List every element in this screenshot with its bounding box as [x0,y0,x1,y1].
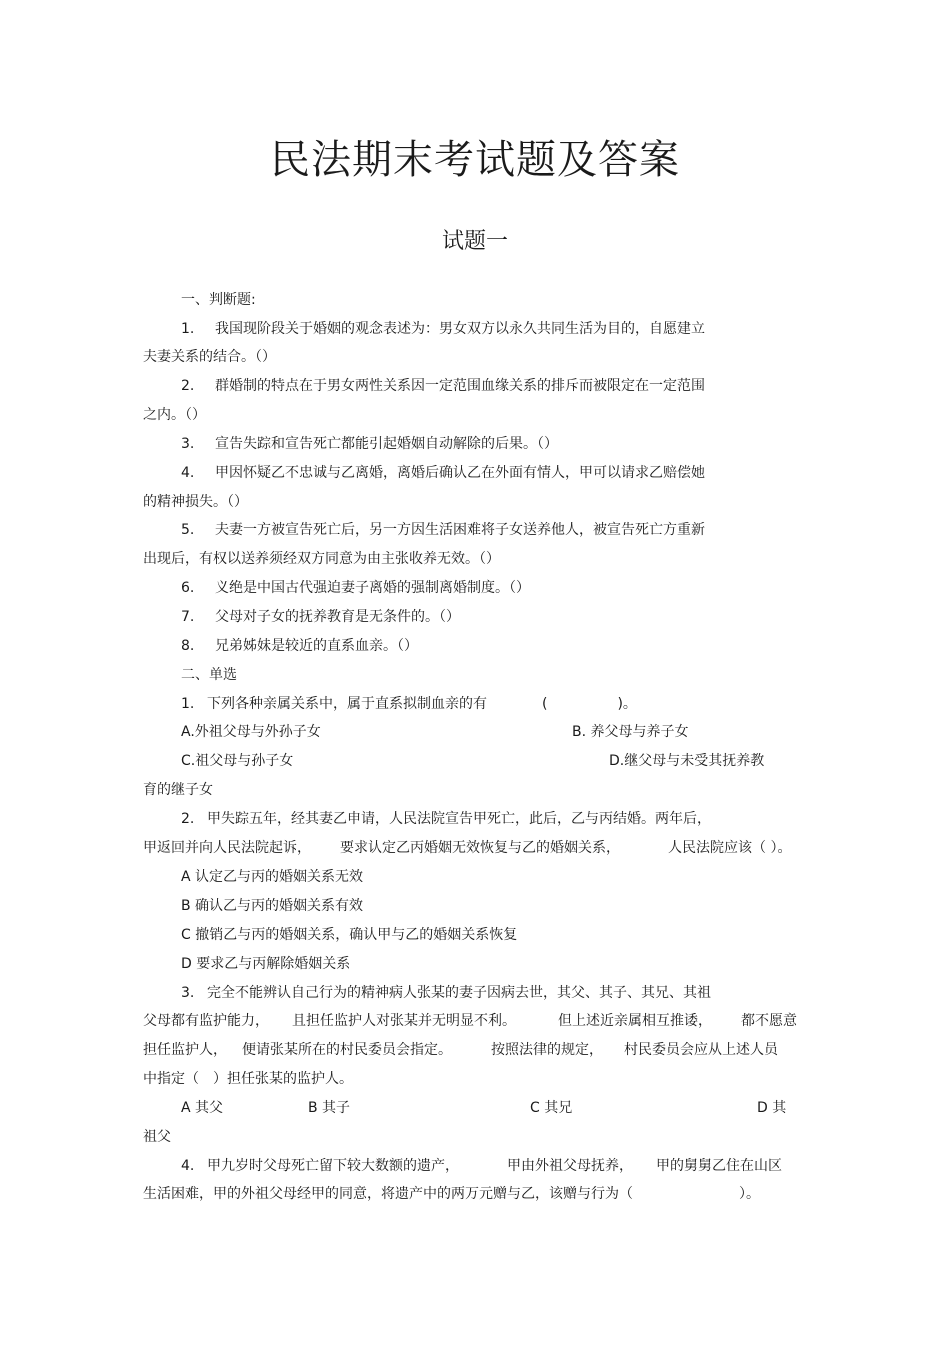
mc-q3-option-c: C 其兄 [530,1100,573,1116]
mc-question-4: 4. 甲九岁时父母死亡留下较大数额的遗产， [181,1158,459,1174]
mc-question-3-line3d: 村民委员会应从上述人员 [624,1042,778,1058]
mc-question-4-line2b: ）。 [739,1186,760,1202]
mc-q1-option-c: C.祖父母与孙子女 [181,753,294,769]
mc-q1-option-b: B. 养父母与养子女 [572,724,689,740]
tf-question-4: 4. 甲因怀疑乙不忠诚与乙离婚，离婚后确认乙在外面有情人，甲可以请求乙赔偿她 [181,465,705,481]
mc-question-3-line2b: 且担任监护人对张某并无明显不利。 [292,1013,516,1029]
mc-question-1-blank: ( )。 [542,696,637,712]
mc-q3-option-a: A 其父 [181,1100,224,1116]
tf-question-5: 5. 夫妻一方被宣告死亡后，另一方因生活困难将子女送养他人，被宣告死亡方重新 [181,522,705,538]
section-heading-true-false: 一、判断题: [181,292,256,308]
mc-q2-option-c: C 撤销乙与丙的婚姻关系，确认甲与乙的婚姻关系恢复 [181,927,518,943]
mc-q2-option-b: B 确认乙与丙的婚姻关系有效 [181,898,364,914]
mc-question-3-line4: 中指定（ ）担任张某的监护人。 [143,1071,353,1087]
mc-question-1: 1. 下列各种亲属关系中，属于直系拟制血亲的有 [181,696,487,712]
tf-question-2: 2. 群婚制的特点在于男女两性关系因一定范围血缘关系的排斥而被限定在一定范围 [181,378,705,394]
tf-question-5-cont: 出现后，有权以送养须经双方同意为由主张收养无效。（） [143,551,500,567]
tf-question-6: 6. 义绝是中国古代强迫妻子离婚的强制离婚制度。（） [181,580,530,596]
document-subtitle: 试题一 [441,229,508,254]
mc-q3-option-d: D 其 [757,1100,787,1116]
mc-question-3-line3b: 便请张某所在的村民委员会指定。 [242,1042,452,1058]
section-heading-single-choice: 二、单选 [181,667,237,683]
tf-question-3: 3. 宣告失踪和宣告死亡都能引起婚姻自动解除的后果。（） [181,436,558,452]
tf-question-4-cont: 的精神损失。（） [143,494,248,510]
tf-question-1-cont: 夫妻关系的结合。（） [143,349,276,365]
mc-q3-option-d-cont: 祖父 [143,1129,171,1145]
mc-question-4-line1c: 甲的舅舅乙住在山区 [656,1158,782,1174]
mc-question-3: 3. 完全不能辨认自己行为的精神病人张某的妻子因病去世，其父、其子、其兄、其祖 [181,985,711,1001]
mc-question-3-line3a: 担任监护人， [143,1042,227,1058]
mc-question-3-line2c: 但上述近亲属相互推诿， [558,1013,712,1029]
mc-question-2-cont-b: 要求认定乙丙婚姻无效恢复与乙的婚姻关系， [340,840,620,856]
mc-question-2: 2. 甲失踪五年，经其妻乙申请，人民法院宣告甲死亡，此后，乙与丙结婚。两年后， [181,811,711,827]
mc-question-3-line2d: 都不愿意 [741,1013,797,1029]
mc-question-2-cont-a: 甲返回并向人民法院起诉， [143,840,311,856]
mc-question-2-cont-c: 人民法院应该（ ）。 [668,840,792,856]
mc-q1-option-a: A.外祖父母与外孙子女 [181,724,321,740]
mc-question-4-line1b: 甲由外祖父母抚养， [507,1158,633,1174]
tf-question-7: 7. 父母对子女的抚养教育是无条件的。（） [181,609,460,625]
document-title: 民法期末考试题及答案 [270,137,680,183]
mc-question-3-line3c: 按照法律的规定， [491,1042,603,1058]
mc-question-4-line2a: 生活困难，甲的外祖父母经甲的同意，将遗产中的两万元赠与乙，该赠与行为（ [143,1186,633,1202]
tf-question-1: 1. 我国现阶段关于婚姻的观念表述为：男女双方以永久共同生活为目的，自愿建立 [181,321,705,337]
mc-question-3-line2a: 父母都有监护能力， [143,1013,269,1029]
mc-q2-option-a: A 认定乙与丙的婚姻关系无效 [181,869,364,885]
tf-question-8: 8. 兄弟姊妹是较近的直系血亲。（） [181,638,418,654]
mc-q1-option-d-cont: 育的继子女 [143,782,213,798]
mc-q3-option-b: B 其子 [308,1100,351,1116]
tf-question-2-cont: 之内。（） [143,407,206,423]
mc-q1-option-d: D.继父母与未受其抚养教 [609,753,765,769]
mc-q2-option-d: D 要求乙与丙解除婚姻关系 [181,956,351,972]
